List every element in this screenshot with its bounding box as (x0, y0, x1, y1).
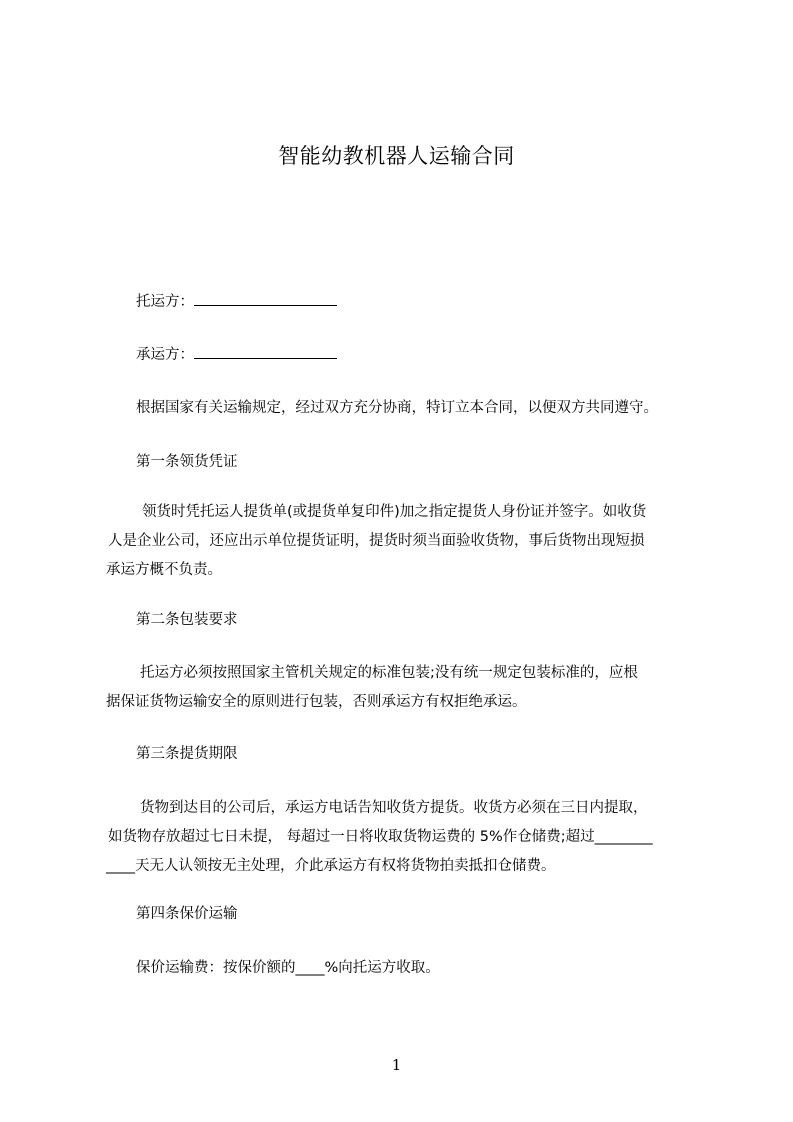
article-4-heading: 第四条保价运输 (136, 906, 238, 922)
carrier-blank (194, 344, 337, 359)
preamble-paragraph: 根据国家有关运输规定，经过双方充分协商，特订立本合同，以便双方共同遵守。 (136, 400, 658, 416)
article-3-line: ____天无人认领按无主处理，介此承运方有权将货物拍卖抵扣仓储费。 (106, 858, 556, 874)
article-1-heading: 第一条领货凭证 (136, 454, 238, 470)
article-1-line: 承运方概不负责。 (106, 562, 222, 578)
shipper-field (136, 291, 337, 312)
article-2-body (106, 659, 706, 717)
article-2-line: 据保证货物运输安全的原则进行包装，否则承运方有权拒绝承运。 (106, 694, 527, 710)
article-1-line: 领货时凭托运人提货单(或提货单复印件)加之指定提货人身份证并签字。如收货 (142, 504, 647, 520)
article-4-line: 保价运输费：按保价额的____%向托运方收取。 (136, 960, 440, 976)
document-title: 智能幼教机器人运输合同 (278, 144, 515, 168)
article-3-heading: 第三条提货期限 (136, 746, 238, 762)
shipper-blank (194, 291, 337, 306)
article-3-body (106, 794, 706, 881)
carrier-label: 承运方： (136, 347, 194, 363)
article-1-body (106, 498, 706, 585)
article-3-line: 货物到达目的公司后，承运方电话告知收货方提货。收货方必须在三日内提取， (140, 800, 648, 816)
shipper-label: 托运方： (136, 294, 194, 310)
page-number: 1 (391, 1056, 402, 1074)
article-1-line: 人是企业公司，还应出示单位提货证明，提货时须当面验收货物，事后货物出现短损 (108, 533, 645, 549)
article-3-line: 如货物存放超过七日未提， 每超过一日将收取货物运费的 5%作仓储费;超过________ (108, 829, 653, 845)
article-2-heading: 第二条包装要求 (136, 612, 238, 628)
carrier-field (136, 344, 337, 365)
article-2-line: 托运方必须按照国家主管机关规定的标准包装;没有统一规定包装标准的，应根 (140, 665, 638, 681)
